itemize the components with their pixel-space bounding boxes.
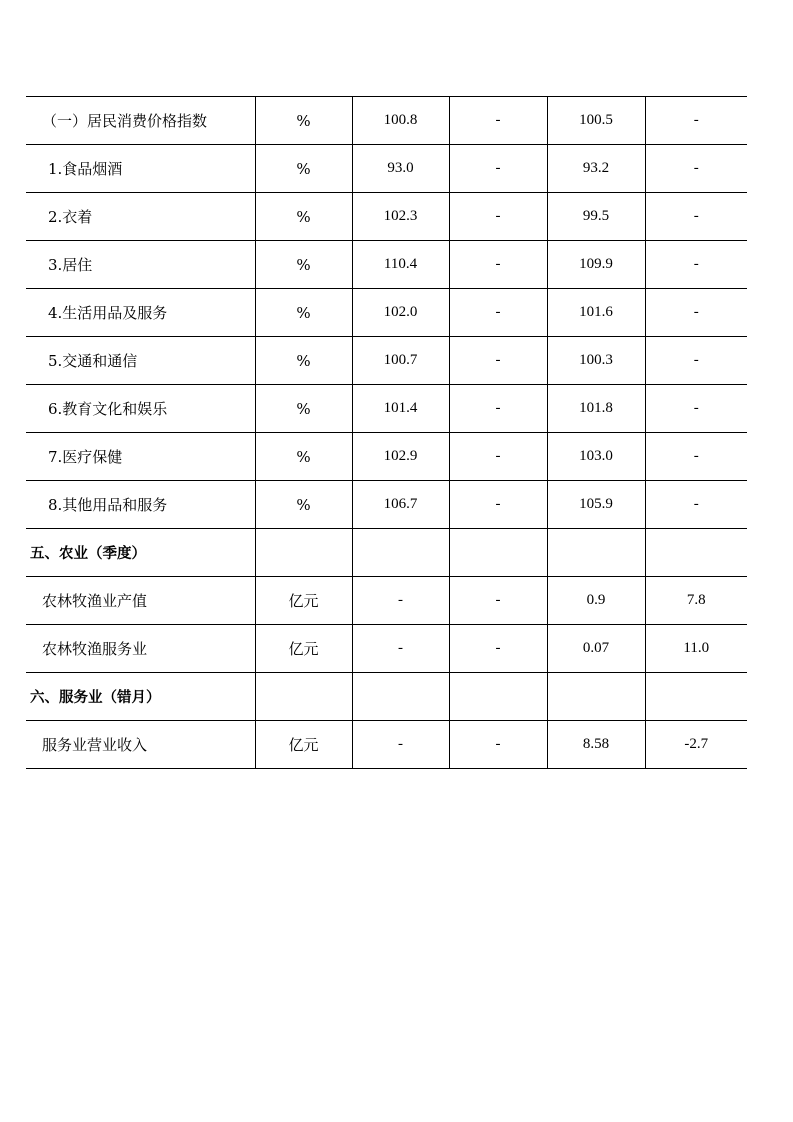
indicator-name: 4.生活用品及服务 bbox=[26, 289, 255, 337]
indicator-name: 6.教育文化和娱乐 bbox=[26, 385, 255, 433]
value-cell-col2 bbox=[449, 529, 547, 577]
value-cell-col2: - bbox=[449, 289, 547, 337]
value-cell-col1: - bbox=[352, 625, 449, 673]
value-cell-col1: 102.9 bbox=[352, 433, 449, 481]
value-cell-col1: - bbox=[352, 721, 449, 769]
table-row bbox=[26, 577, 747, 625]
table-row bbox=[26, 289, 747, 337]
value-cell-col4 bbox=[645, 673, 747, 721]
value-cell-col1: 100.7 bbox=[352, 337, 449, 385]
value-cell-col4: - bbox=[645, 193, 747, 241]
value-cell-col1: 102.0 bbox=[352, 289, 449, 337]
unit-cell bbox=[255, 673, 352, 721]
value-cell-col3: 8.58 bbox=[547, 721, 645, 769]
unit-cell bbox=[255, 529, 352, 577]
value-cell-col4: 7.8 bbox=[645, 577, 747, 625]
value-cell-col4: - bbox=[645, 337, 747, 385]
value-cell-col4: -2.7 bbox=[645, 721, 747, 769]
value-cell-col3: 100.3 bbox=[547, 337, 645, 385]
unit-cell: % bbox=[255, 337, 352, 385]
value-cell-col4: - bbox=[645, 481, 747, 529]
indicator-name: （一）居民消费价格指数 bbox=[26, 97, 255, 145]
value-cell-col1: 106.7 bbox=[352, 481, 449, 529]
unit-cell: % bbox=[255, 145, 352, 193]
unit-cell: % bbox=[255, 193, 352, 241]
value-cell-col2: - bbox=[449, 145, 547, 193]
value-cell-col3: 0.07 bbox=[547, 625, 645, 673]
table-row bbox=[26, 433, 747, 481]
indicator-name: 5.交通和通信 bbox=[26, 337, 255, 385]
value-cell-col2: - bbox=[449, 481, 547, 529]
value-cell-col4 bbox=[645, 529, 747, 577]
value-cell-col4: 11.0 bbox=[645, 625, 747, 673]
unit-cell: % bbox=[255, 385, 352, 433]
indicator-name: 农林牧渔业产值 bbox=[26, 577, 255, 625]
indicator-name: 1.食品烟酒 bbox=[26, 145, 255, 193]
unit-cell: % bbox=[255, 97, 352, 145]
value-cell-col1: 101.4 bbox=[352, 385, 449, 433]
value-cell-col1 bbox=[352, 529, 449, 577]
value-cell-col2 bbox=[449, 673, 547, 721]
value-cell-col4: - bbox=[645, 433, 747, 481]
value-cell-col1: 93.0 bbox=[352, 145, 449, 193]
value-cell-col4: - bbox=[645, 97, 747, 145]
value-cell-col2: - bbox=[449, 433, 547, 481]
value-cell-col4: - bbox=[645, 241, 747, 289]
unit-cell: % bbox=[255, 481, 352, 529]
indicator-name: 农林牧渔服务业 bbox=[26, 625, 255, 673]
value-cell-col2: - bbox=[449, 337, 547, 385]
value-cell-col4: - bbox=[645, 145, 747, 193]
value-cell-col3: 109.9 bbox=[547, 241, 645, 289]
unit-cell: 亿元 bbox=[255, 721, 352, 769]
value-cell-col1: 110.4 bbox=[352, 241, 449, 289]
indicator-name: 3.居住 bbox=[26, 241, 255, 289]
table-row bbox=[26, 193, 747, 241]
unit-cell: % bbox=[255, 289, 352, 337]
statistics-table-body bbox=[26, 97, 747, 769]
value-cell-col3: 0.9 bbox=[547, 577, 645, 625]
value-cell-col1: - bbox=[352, 577, 449, 625]
table-row bbox=[26, 625, 747, 673]
value-cell-col2: - bbox=[449, 97, 547, 145]
value-cell-col2: - bbox=[449, 241, 547, 289]
unit-cell: % bbox=[255, 241, 352, 289]
unit-cell: 亿元 bbox=[255, 577, 352, 625]
value-cell-col3: 105.9 bbox=[547, 481, 645, 529]
value-cell-col1 bbox=[352, 673, 449, 721]
table-row bbox=[26, 721, 747, 769]
value-cell-col2: - bbox=[449, 385, 547, 433]
value-cell-col3: 99.5 bbox=[547, 193, 645, 241]
value-cell-col3: 101.8 bbox=[547, 385, 645, 433]
indicator-name: 服务业营业收入 bbox=[26, 721, 255, 769]
value-cell-col1: 102.3 bbox=[352, 193, 449, 241]
value-cell-col2: - bbox=[449, 721, 547, 769]
table-row bbox=[26, 337, 747, 385]
value-cell-col2: - bbox=[449, 625, 547, 673]
value-cell-col3 bbox=[547, 673, 645, 721]
section-title: 五、农业（季度） bbox=[26, 529, 255, 577]
table-row bbox=[26, 481, 747, 529]
value-cell-col3: 101.6 bbox=[547, 289, 645, 337]
table-row bbox=[26, 145, 747, 193]
table-row bbox=[26, 241, 747, 289]
indicator-name: 8.其他用品和服务 bbox=[26, 481, 255, 529]
value-cell-col1: 100.8 bbox=[352, 97, 449, 145]
indicator-name: 2.衣着 bbox=[26, 193, 255, 241]
value-cell-col2: - bbox=[449, 193, 547, 241]
section-header-row bbox=[26, 529, 747, 577]
value-cell-col4: - bbox=[645, 289, 747, 337]
value-cell-col2: - bbox=[449, 577, 547, 625]
section-header-row bbox=[26, 673, 747, 721]
unit-cell: % bbox=[255, 433, 352, 481]
statistics-table bbox=[26, 96, 747, 769]
unit-cell: 亿元 bbox=[255, 625, 352, 673]
value-cell-col3: 103.0 bbox=[547, 433, 645, 481]
indicator-name: 7.医疗保健 bbox=[26, 433, 255, 481]
value-cell-col3: 100.5 bbox=[547, 97, 645, 145]
section-title: 六、服务业（错月） bbox=[26, 673, 255, 721]
value-cell-col3: 93.2 bbox=[547, 145, 645, 193]
table-row bbox=[26, 97, 747, 145]
value-cell-col3 bbox=[547, 529, 645, 577]
table-row bbox=[26, 385, 747, 433]
value-cell-col4: - bbox=[645, 385, 747, 433]
